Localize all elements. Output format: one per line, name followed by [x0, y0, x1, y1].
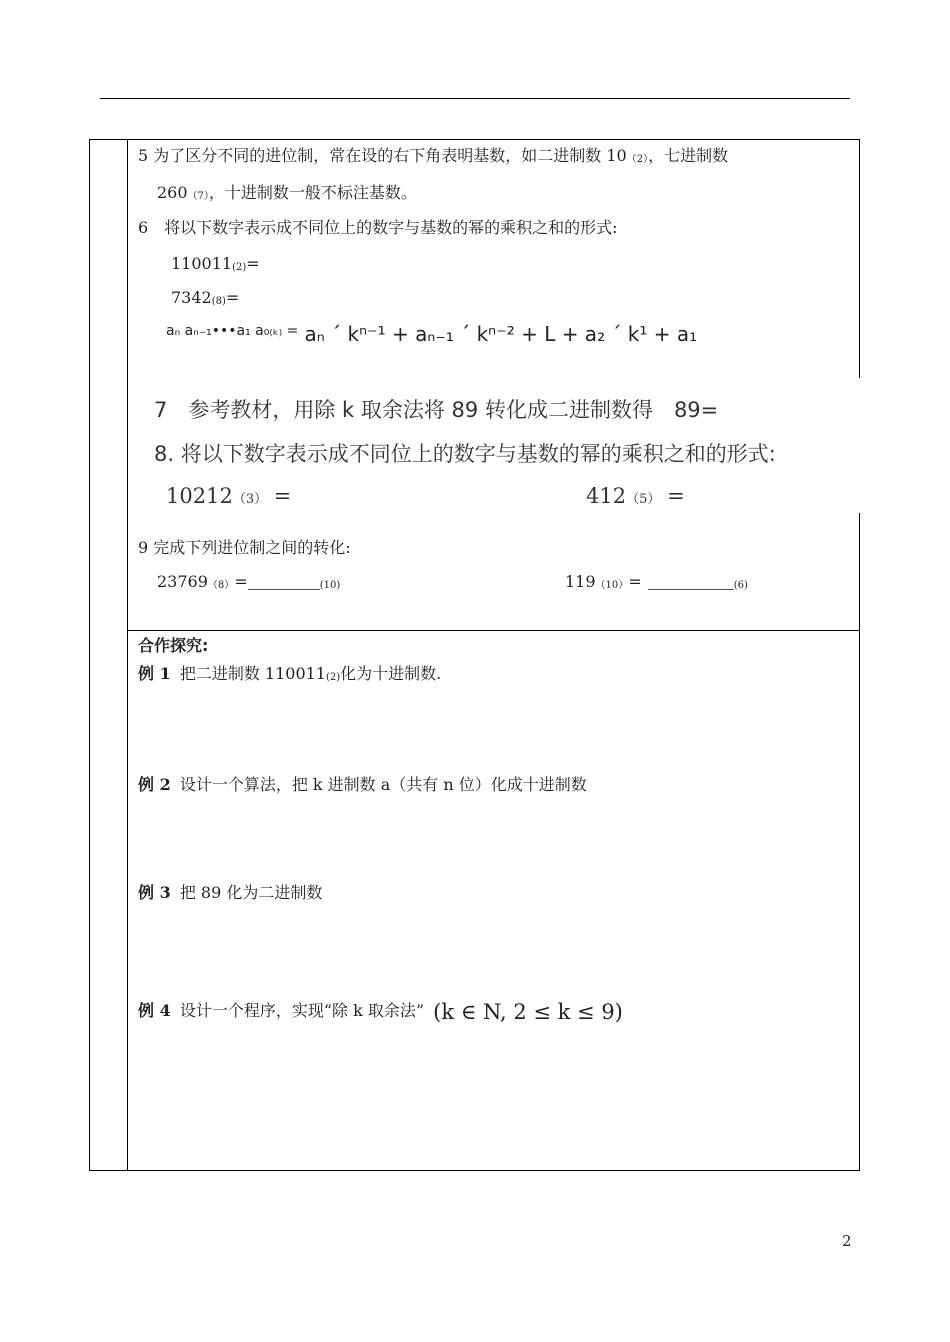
example-4-text: 设计一个程序，实现“除 k 取余法”	[179, 1001, 425, 1020]
item9-a-base: （8）	[207, 580, 235, 591]
item6-b-eq: =	[225, 288, 240, 307]
row-divider	[127, 630, 859, 631]
item5-num-260: 260	[157, 183, 188, 202]
cooperate-heading: 合作探究:	[138, 636, 209, 655]
item8-b-base: （5）	[626, 492, 661, 507]
item6-a-eq: =	[246, 254, 260, 273]
header-rule	[100, 98, 850, 99]
item9-b-answer-blank[interactable]	[648, 575, 734, 590]
item8-a	[166, 484, 291, 508]
item6-b-num: 7342	[171, 288, 212, 307]
page-number: 2	[842, 1232, 852, 1250]
item6-b-base: (8)	[211, 296, 226, 307]
item6-a-num: 110011	[171, 254, 233, 273]
item8-a-num: 10212	[166, 484, 233, 508]
item8-b-eq: =	[667, 484, 685, 508]
example-2-label: 例 2	[138, 775, 171, 794]
item5-line2	[157, 183, 417, 203]
example-2	[138, 775, 587, 794]
example-4-label: 例 4	[138, 1001, 171, 1020]
item8-b	[586, 484, 685, 508]
item8-b-num: 412	[586, 484, 627, 508]
item7: 7 参考教材，用除 k 取余法将 89 转化成二进制数得 89=	[154, 398, 719, 422]
item9-a-eq: =	[234, 572, 248, 591]
item9-b-target-base: (6)	[733, 580, 748, 591]
example-1-text-end: 化为十进制数.	[340, 664, 442, 683]
example-2-text: 设计一个算法，把 k 进制数 a（共有 n 位）化成十进制数	[179, 775, 587, 794]
formula-left: aₙ aₙ₋₁•••a₁ a₀₍ₖ₎ =	[166, 323, 299, 339]
item9-label: 9 完成下列进位制之间的转化:	[138, 538, 351, 557]
example-3-text: 把 89 化为二进制数	[179, 883, 323, 902]
item6-b	[171, 288, 239, 308]
left-column-border	[127, 140, 128, 1170]
item5-line2-text: ，十进制数一般不标注基数。	[208, 183, 417, 202]
item9-b-eq: =	[628, 572, 642, 591]
formula-right: aₙ ´ kⁿ⁻¹ + aₙ₋₁ ´ kⁿ⁻² + L + a₂ ´ k¹ + a₁	[304, 322, 698, 346]
example-1-base: (2)	[325, 672, 341, 683]
example-1-label: 例 1	[138, 664, 171, 683]
item9-a-num: 23769	[157, 572, 208, 591]
item9-b	[565, 572, 748, 592]
example-4	[138, 1000, 623, 1025]
expansion-formula	[166, 322, 697, 346]
example-4-condition: (k ∈ N, 2 ≤ k ≤ 9)	[433, 1000, 623, 1024]
item9-a-target-base: (10)	[319, 580, 341, 591]
example-3	[138, 883, 322, 902]
item8: 8. 将以下数字表示成不同位上的数字与基数的幂的乘积之和的形式:	[154, 442, 776, 466]
example-3-label: 例 3	[138, 883, 171, 902]
item5-base2: （2）	[626, 154, 649, 165]
item6-a	[171, 254, 260, 274]
item6-a-base: (2)	[232, 262, 247, 273]
item9-b-num: 119	[565, 572, 596, 591]
item6-label: 6 将以下数字表示成不同位上的数字与基数的幂的乘积之和的形式:	[138, 218, 618, 237]
example-1-text: 把二进制数 110011	[179, 664, 326, 683]
item9-b-base: （10）	[595, 580, 629, 591]
pasted-image-block	[128, 378, 860, 513]
item9-a	[157, 572, 340, 592]
item5-base7: （7）	[187, 191, 209, 202]
item9-a-answer-blank[interactable]	[248, 575, 320, 590]
item5-line1	[138, 146, 728, 166]
example-1	[138, 664, 441, 684]
item8-a-base: （3）	[232, 492, 268, 507]
item5-text: 5 为了区分不同的进位制，常在设的右下角表明基数，如二进制数 10	[138, 146, 627, 165]
item8-a-eq: =	[273, 484, 292, 508]
item5-text-end: ，七进制数	[648, 146, 729, 165]
